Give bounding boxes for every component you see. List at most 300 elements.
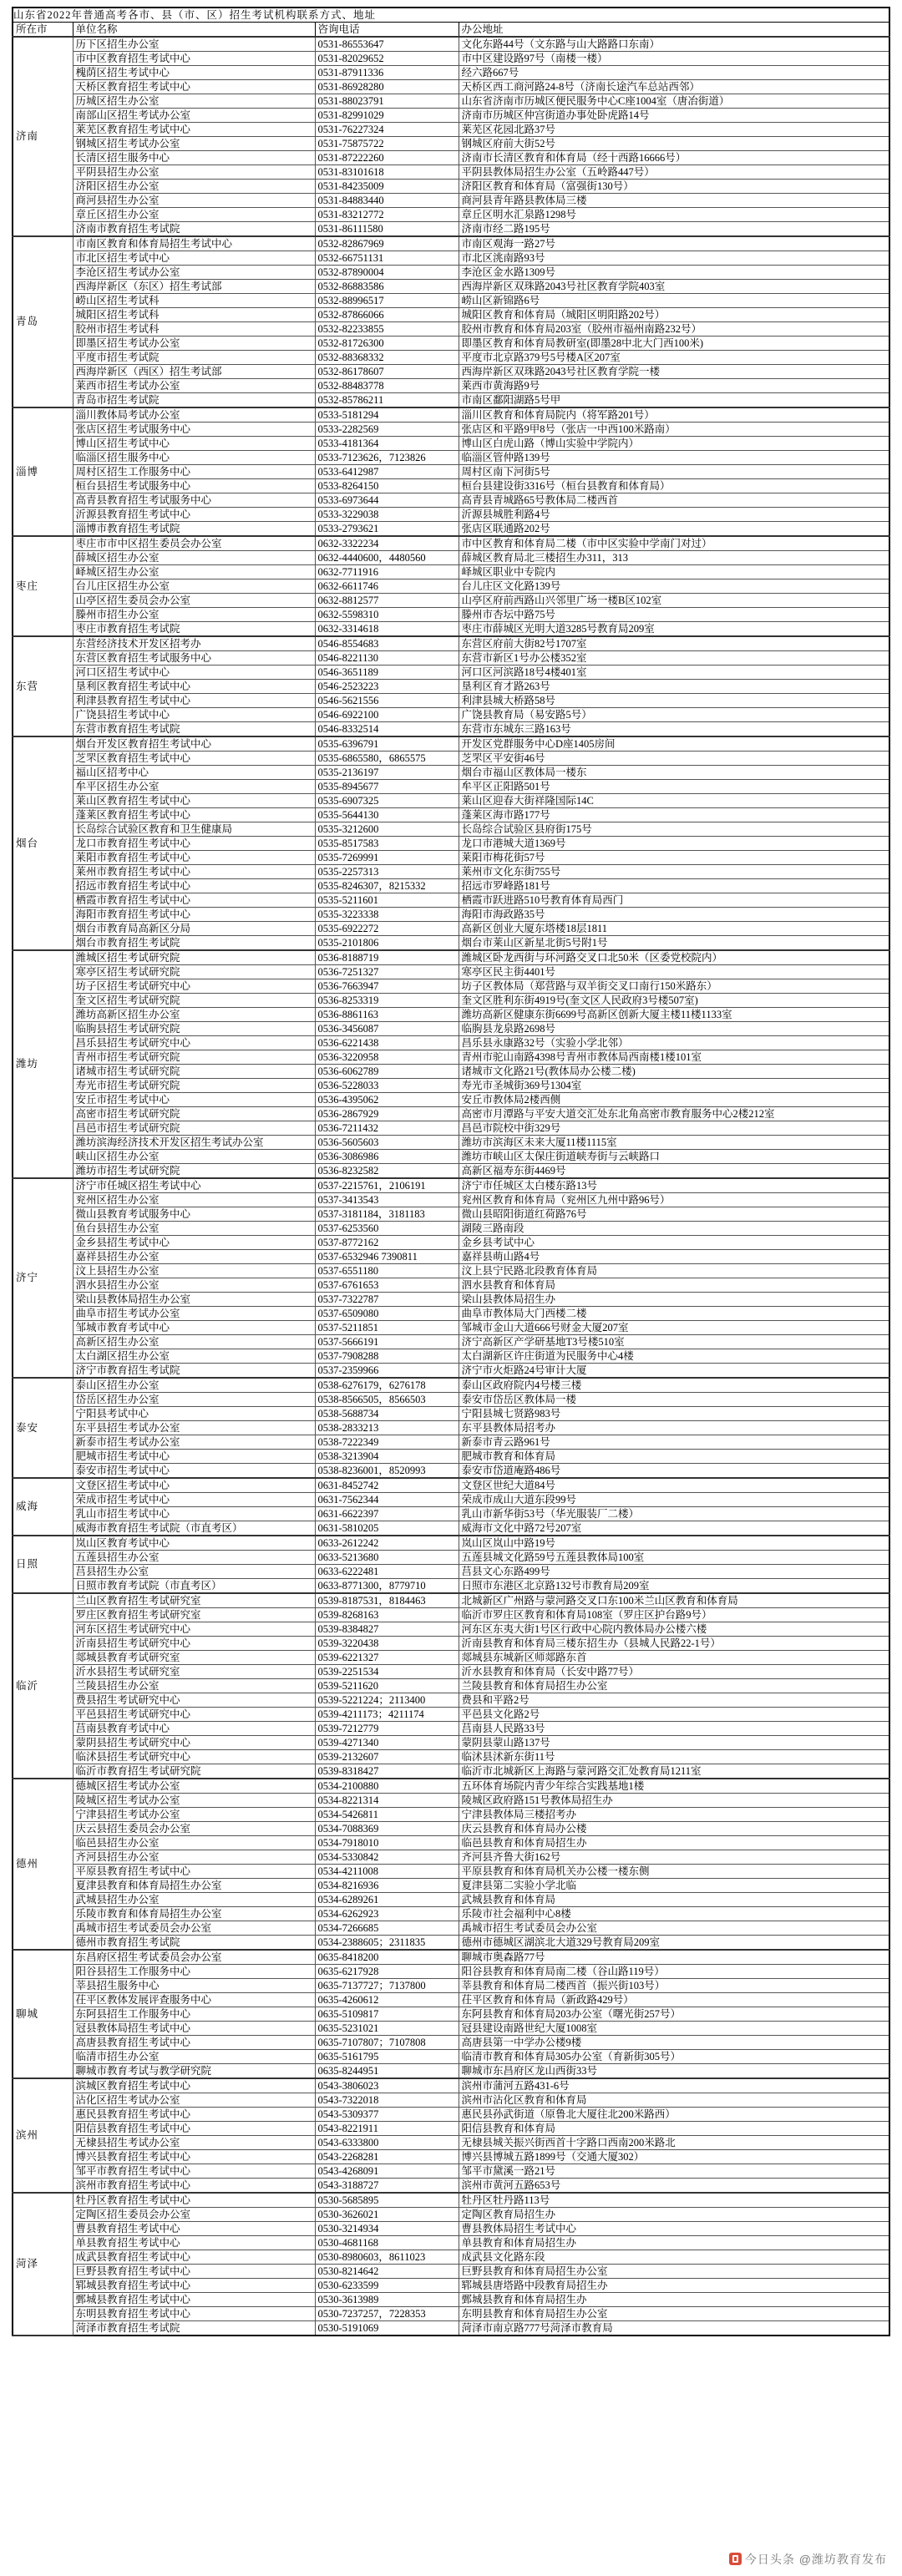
address-cell: 李沧区金水路1309号 (459, 266, 889, 280)
phone-cell: 0531-84883440 (315, 194, 459, 208)
address-cell: 章丘区明水汇泉路1298号 (459, 208, 889, 222)
address-cell: 西海岸新区双珠路2043号社区教育学院一楼 (459, 365, 889, 379)
unit-name-cell: 东昌府区招生考试委员会办公室 (73, 1950, 315, 1965)
unit-name-cell: 高密市招生考试研究院 (73, 1107, 315, 1121)
phone-cell: 0534-2100880 (315, 1779, 459, 1794)
table-row (13, 1808, 889, 1822)
phone-cell: 0532-86883586 (315, 280, 459, 294)
unit-name-cell: 长岛综合试验区教育和卫生健康局 (73, 822, 315, 837)
unit-name-cell: 章丘区招生办公室 (73, 208, 315, 222)
address-cell: 开发区党群服务中心D座1405房间 (459, 736, 889, 752)
unit-name-cell: 聊城市教育考试与教学研究院 (73, 2064, 315, 2079)
table-row (13, 2293, 889, 2307)
address-cell: 滨州市黄河五路653号 (459, 2179, 889, 2194)
table-row (13, 1349, 889, 1364)
address-cell: 肥城市教育和体育局 (459, 1450, 889, 1464)
unit-name-cell: 乳山市招生考试中心 (73, 1507, 315, 1521)
address-cell: 寒亭区民主街4401号 (459, 965, 889, 979)
address-cell: 曹县教体局招生考试中心 (459, 2222, 889, 2236)
unit-name-cell: 沾化区招生考试办公室 (73, 2093, 315, 2108)
unit-name-cell: 枣庄市市中区招生委员会办公室 (73, 536, 315, 551)
address-cell: 五环体育场院内青少年综合实践基地1楼 (459, 1779, 889, 1794)
unit-name-cell: 历下区招生办公室 (73, 37, 315, 52)
table-row (13, 351, 889, 365)
address-cell: 即墨区教育和体育局教研室(即墨28中北大门西100米) (459, 337, 889, 351)
table-row (13, 551, 889, 565)
city-cell: 潍坊 (13, 950, 73, 1178)
address-cell: 薛城区教育局北三楼招生办311，313 (459, 551, 889, 565)
table-row (13, 66, 889, 80)
address-cell: 金乡县考试中心 (459, 1236, 889, 1250)
address-cell: 河口区河滨路18号4楼401室 (459, 666, 889, 680)
unit-name-cell: 齐河县招生办公室 (73, 1850, 315, 1865)
address-cell: 桓台县建设街3316号（桓台县教育和体育局） (459, 479, 889, 493)
phone-cell: 0532-88368332 (315, 351, 459, 365)
phone-cell: 0533-7123626，7123826 (315, 451, 459, 465)
phone-cell: 0539-4271340 (315, 1736, 459, 1750)
address-cell: 蒙阴县蒙山路137号 (459, 1736, 889, 1750)
table-row (13, 1865, 889, 1879)
unit-name-cell: 福山区招考中心 (73, 766, 315, 780)
phone-cell: 0534-5426811 (315, 1808, 459, 1822)
address-cell: 齐河县齐鲁大街162号 (459, 1850, 889, 1865)
unit-name-cell: 垦利区教育招生考试中心 (73, 680, 315, 694)
unit-name-cell: 西海岸新区（西区）招生考试部 (73, 365, 315, 379)
unit-name-cell: 夏津县教育和体育局招生办公室 (73, 1879, 315, 1893)
unit-name-cell: 茌平区教体发展评查服务中心 (73, 1993, 315, 2007)
phone-cell: 0533-2282569 (315, 423, 459, 437)
unit-name-cell: 崂山区招生考试科 (73, 294, 315, 308)
address-cell: 利津县城大桥路58号 (459, 694, 889, 708)
table-row (13, 2236, 889, 2250)
phone-cell: 0531-88023791 (315, 94, 459, 109)
phone-cell: 0537-3181184，3181183 (315, 1207, 459, 1222)
phone-cell: 0539-2251534 (315, 1665, 459, 1679)
column-header-phone: 咨询电话 (315, 23, 459, 38)
unit-name-cell: 武城县招生办公室 (73, 1893, 315, 1907)
unit-name-cell: 东营市教育招生考试院 (73, 722, 315, 737)
address-cell: 高青县青城路65号教体局二楼西首 (459, 493, 889, 508)
unit-name-cell: 张店区招生考试服务中心 (73, 423, 315, 437)
city-cell: 威海 (13, 1478, 73, 1536)
phone-cell: 0531-86928280 (315, 80, 459, 94)
unit-name-cell: 临沭县招生考试研究中心 (73, 1750, 315, 1764)
address-cell: 西海岸新区双珠路2043号社区教育学院403室 (459, 280, 889, 294)
phone-cell: 0533-6412987 (315, 465, 459, 479)
address-cell: 天桥区西工商河路24-8号（济南长途汽车总站西邻） (459, 80, 889, 94)
phone-cell: 0531-75875722 (315, 137, 459, 151)
unit-name-cell: 临朐县招生考试研究院 (73, 1022, 315, 1036)
address-cell: 山东省济南市历城区便民服务中心C座1004室（唐冶街道） (459, 94, 889, 109)
table-row (13, 808, 889, 822)
unit-name-cell: 昌乐县招生考试研究中心 (73, 1036, 315, 1050)
address-cell: 城阳区教育和体育局（城阳区明阳路202号） (459, 308, 889, 322)
table-row (13, 2136, 889, 2150)
address-cell: 博山区白虎山路（博山实验中学院内） (459, 437, 889, 451)
phone-cell: 0546-8221130 (315, 651, 459, 666)
address-cell: 鄄城县教育和体育局招生办 (459, 2293, 889, 2307)
phone-cell: 0536-5228033 (315, 1079, 459, 1093)
table-row (13, 322, 889, 337)
phone-cell: 0535-8945677 (315, 780, 459, 794)
phone-cell: 0533-2793621 (315, 522, 459, 537)
address-cell: 文化东路44号（文东路与山大路路口东南） (459, 37, 889, 52)
table-title-row (13, 8, 889, 23)
unit-name-cell: 威海市教育招生考试院（市直考区） (73, 1521, 315, 1536)
address-cell: 新泰市青云路961号 (459, 1435, 889, 1450)
phone-cell: 0537-6532946 7390811 (315, 1250, 459, 1264)
unit-name-cell: 城阳区招生考试科 (73, 308, 315, 322)
unit-name-cell: 平邑县招生考试研究中心 (73, 1708, 315, 1722)
address-cell: 莒县文心东路499号 (459, 1565, 889, 1579)
table-row (13, 908, 889, 922)
unit-name-cell: 牡丹区教育招生考试中心 (73, 2193, 315, 2208)
table-row (13, 1622, 889, 1637)
unit-name-cell: 临淄区招生服务中心 (73, 451, 315, 465)
address-cell: 龙口市港城大道1369号 (459, 837, 889, 851)
phone-cell: 0535-8517583 (315, 837, 459, 851)
address-cell: 广饶县教育局（易安路5号） (459, 708, 889, 722)
phone-cell: 0534-8216936 (315, 1879, 459, 1893)
phone-cell: 0534-6289261 (315, 1893, 459, 1907)
address-cell: 武城县教育和体育局 (459, 1893, 889, 1907)
table-row (13, 308, 889, 322)
address-cell: 招远市罗峰路181号 (459, 879, 889, 893)
phone-cell: 0632-8812577 (315, 594, 459, 608)
table-row (13, 2150, 889, 2164)
unit-name-cell: 陵城区招生考试办公室 (73, 1794, 315, 1808)
phone-cell: 0539-4211173；4211174 (315, 1708, 459, 1722)
table-row (13, 680, 889, 694)
city-cell: 菏泽 (13, 2193, 73, 2336)
address-cell: 泰安市岱道庵路486号 (459, 1464, 889, 1479)
unit-name-cell: 广饶县招生考试中心 (73, 708, 315, 722)
unit-name-cell: 济宁市教育招生考试院 (73, 1364, 315, 1379)
phone-cell: 0535-6396791 (315, 736, 459, 752)
phone-cell: 0537-5211851 (315, 1321, 459, 1335)
address-cell: 东营市新区1号办公楼352室 (459, 651, 889, 666)
phone-cell: 0633-8771300，8779710 (315, 1579, 459, 1594)
table-row (13, 2093, 889, 2108)
address-cell: 台儿庄区文化路139号 (459, 579, 889, 594)
phone-cell: 0536-6221438 (315, 1036, 459, 1050)
phone-cell: 0539-7212779 (315, 1722, 459, 1736)
unit-name-cell: 淄川教体局考试办公室 (73, 407, 315, 423)
unit-name-cell: 莘县招生服务中心 (73, 1979, 315, 1993)
unit-name-cell: 兖州区招生办公室 (73, 1193, 315, 1207)
address-cell: 周村区南下河街5号 (459, 465, 889, 479)
address-cell: 禹城市招生考试委员会办公室 (459, 1921, 889, 1936)
unit-name-cell: 高青县教育招生考试服务中心 (73, 493, 315, 508)
table-row (13, 2250, 889, 2265)
address-cell: 曲阜市教体局大门西楼二楼 (459, 1307, 889, 1321)
table-row (13, 2164, 889, 2179)
unit-name-cell: 潍城区招生考试研究院 (73, 950, 315, 965)
address-cell: 市北区洮南路93号 (459, 251, 889, 266)
phone-cell: 0546-5621556 (315, 694, 459, 708)
unit-name-cell: 即墨区招生考试办公室 (73, 337, 315, 351)
phone-cell: 0530-3626021 (315, 2208, 459, 2222)
table-row (13, 1036, 889, 1050)
city-cell: 烟台 (13, 736, 73, 950)
table-row (13, 137, 889, 151)
address-cell: 芝罘区平安街46号 (459, 752, 889, 766)
unit-name-cell: 泗水县招生办公室 (73, 1278, 315, 1293)
unit-name-cell: 定陶区招生委员会办公室 (73, 2208, 315, 2222)
unit-name-cell: 东营区教育招生考试服务中心 (73, 651, 315, 666)
phone-cell: 0633-5213680 (315, 1551, 459, 1565)
phone-cell: 0539-2132607 (315, 1750, 459, 1764)
phone-cell: 0536-3456087 (315, 1022, 459, 1036)
table-row (13, 1507, 889, 1521)
table-row (13, 1979, 889, 1993)
unit-name-cell: 莒县招生办公室 (73, 1565, 315, 1579)
table-row (13, 393, 889, 408)
address-cell: 潍坊高新区健康东街6699号高新区创新大厦主楼11楼1133室 (459, 1008, 889, 1022)
address-cell: 高密市月潭路与平安大道交汇处东北角高密市教育服务中心2楼212室 (459, 1107, 889, 1121)
phone-cell: 0535-8246307，8215332 (315, 879, 459, 893)
unit-name-cell: 阳信县教育招生考试中心 (73, 2122, 315, 2136)
unit-name-cell: 乐陵市教育和体育局招生办公室 (73, 1907, 315, 1921)
address-cell: 济南市经二路195号 (459, 222, 889, 237)
address-cell: 莱芜区花园北路37号 (459, 123, 889, 137)
phone-cell: 0534-7088369 (315, 1822, 459, 1836)
city-cell: 日照 (13, 1536, 73, 1593)
unit-name-cell: 市南区教育和体育局招生考试中心 (73, 236, 315, 251)
table-row (13, 208, 889, 222)
address-cell: 崂山区新锦路6号 (459, 294, 889, 308)
phone-cell: 0534-4211008 (315, 1865, 459, 1879)
phone-cell: 0537-3413543 (315, 1193, 459, 1207)
phone-cell: 0631-7562344 (315, 1493, 459, 1507)
table-row (13, 1079, 889, 1093)
phone-cell: 0538-5688734 (315, 1407, 459, 1421)
unit-name-cell: 阳谷县招生工作服务中心 (73, 1965, 315, 1979)
table-row (13, 479, 889, 493)
address-cell: 寿光市圣城街369号1304室 (459, 1079, 889, 1093)
unit-name-cell: 荣成市招生考试中心 (73, 1493, 315, 1507)
table-row (13, 1250, 889, 1264)
phone-cell: 0531-83212772 (315, 208, 459, 222)
phone-cell: 0538-3213904 (315, 1450, 459, 1464)
phone-cell: 0546-8332514 (315, 722, 459, 737)
table-row (13, 451, 889, 465)
phone-cell: 0535-6907325 (315, 794, 459, 808)
table-row (13, 80, 889, 94)
phone-cell: 0536-4395062 (315, 1093, 459, 1107)
table-row (13, 579, 889, 594)
table-row (13, 1421, 889, 1435)
phone-cell: 0537-8772162 (315, 1236, 459, 1250)
phone-cell: 0532-87866066 (315, 308, 459, 322)
unit-name-cell: 烟台市教育招生考试院 (73, 936, 315, 951)
table-row (13, 251, 889, 266)
table-row (13, 151, 889, 165)
city-cell: 济宁 (13, 1178, 73, 1378)
unit-name-cell: 曲阜市招生考试办公室 (73, 1307, 315, 1321)
address-cell: 济阳区教育和体育局（富强街130号） (459, 180, 889, 194)
table-row (13, 994, 889, 1008)
table-row (13, 1022, 889, 1036)
phone-cell: 0531-82991029 (315, 109, 459, 123)
table-row (13, 922, 889, 936)
table-row (13, 109, 889, 123)
address-cell: 邹平市黛溪一路21号 (459, 2164, 889, 2179)
unit-name-cell: 栖霞市教育招生考试中心 (73, 893, 315, 908)
table-row (13, 2108, 889, 2122)
address-cell: 郯城县东城新区师郯路东首 (459, 1651, 889, 1665)
address-cell: 夏津县第二实验小学北临 (459, 1879, 889, 1893)
table-row (13, 1378, 889, 1393)
unit-name-cell: 五莲县招生办公室 (73, 1551, 315, 1565)
address-cell: 滨州市蒲河五路431-6号 (459, 2078, 889, 2093)
table-row (13, 822, 889, 837)
phone-cell: 0632-6611746 (315, 579, 459, 594)
table-row (13, 493, 889, 508)
address-cell: 兰陵县教育和体育局招生办公室 (459, 1679, 889, 1693)
address-cell: 东阿县教育和体育局203办公室（曙光街257号） (459, 2007, 889, 2022)
table-row (13, 1321, 889, 1335)
phone-cell: 0532-88483778 (315, 379, 459, 393)
address-cell: 宁阳县城七贤路983号 (459, 1407, 889, 1421)
address-cell: 东明县教育和体育局招生办公室 (459, 2307, 889, 2321)
unit-name-cell: 河东区招生考试研究中心 (73, 1622, 315, 1637)
table-row (13, 2193, 889, 2208)
table-row (13, 1993, 889, 2007)
table-row (13, 1736, 889, 1750)
unit-name-cell: 兰山区教育招生考试研究室 (73, 1593, 315, 1608)
address-cell: 阳谷县教育和体育局南二楼（谷山路119号） (459, 1965, 889, 1979)
phone-cell: 0536-3220958 (315, 1050, 459, 1065)
address-cell: 济宁市火炬路24号审计大厦 (459, 1364, 889, 1379)
table-row (13, 365, 889, 379)
address-cell: 莒南县人民路33号 (459, 1722, 889, 1736)
table-row (13, 1150, 889, 1164)
phone-cell: 0546-8554683 (315, 636, 459, 651)
table-row (13, 123, 889, 137)
address-cell: 泗水县教育和体育局 (459, 1278, 889, 1293)
phone-cell: 0536-8232582 (315, 1164, 459, 1179)
address-cell: 东营市东城东三路163号 (459, 722, 889, 737)
table-row (13, 1893, 889, 1907)
table-row (13, 780, 889, 794)
table-row (13, 1093, 889, 1107)
table-row (13, 52, 889, 66)
unit-name-cell: 泰山区招生办公室 (73, 1378, 315, 1393)
unit-name-cell: 山亭区招生委员会办公室 (73, 594, 315, 608)
phone-cell: 0635-5231021 (315, 2022, 459, 2036)
unit-name-cell: 梁山县教体局招生办公室 (73, 1293, 315, 1307)
address-cell: 博兴县博城五路1899号（交通大厦302） (459, 2150, 889, 2164)
phone-cell: 0543-3188727 (315, 2179, 459, 2194)
table-row (13, 407, 889, 423)
phone-cell: 0537-2215761，2106191 (315, 1178, 459, 1193)
phone-cell: 0530-7237257，7228353 (315, 2307, 459, 2321)
unit-name-cell: 海阳市教育招生考试中心 (73, 908, 315, 922)
phone-cell: 0536-7663947 (315, 979, 459, 994)
phone-cell: 0635-5109817 (315, 2007, 459, 2022)
address-cell: 临沂市罗庄区教育和体育局108室（罗庄区护台路9号） (459, 1608, 889, 1622)
phone-cell: 0531-76227324 (315, 123, 459, 137)
address-cell: 临沭县沭新东街11号 (459, 1750, 889, 1764)
address-cell: 安丘市教体局2楼西侧 (459, 1093, 889, 1107)
table-row (13, 1921, 889, 1936)
unit-name-cell: 滕州市招生办公室 (73, 608, 315, 622)
phone-cell: 0536-8188719 (315, 950, 459, 965)
unit-name-cell: 文登区招生考试中心 (73, 1478, 315, 1493)
table-row (13, 465, 889, 479)
unit-name-cell: 德城区招生考试办公室 (73, 1779, 315, 1794)
address-cell: 庆云县教育和体育局办公楼 (459, 1822, 889, 1836)
address-cell: 市南区观海一路27号 (459, 236, 889, 251)
table-row (13, 865, 889, 879)
phone-cell: 0632-3322234 (315, 536, 459, 551)
table-row (13, 1965, 889, 1979)
address-cell: 嘉祥县萌山路4号 (459, 1250, 889, 1264)
table-row (13, 1222, 889, 1236)
table-row (13, 1121, 889, 1136)
unit-name-cell: 龙口市教育招生考试中心 (73, 837, 315, 851)
table-row (13, 2279, 889, 2293)
address-cell: 昌邑市院校中街329号 (459, 1121, 889, 1136)
table-row (13, 1450, 889, 1464)
phone-cell: 0632-7711916 (315, 565, 459, 579)
unit-name-cell: 市北区招生考试中心 (73, 251, 315, 266)
unit-name-cell: 李沧区招生考试办公室 (73, 266, 315, 280)
phone-cell: 0631-5810205 (315, 1521, 459, 1536)
address-cell: 临沂市北城新区上海路与蒙河路交汇处教育局1211室 (459, 1764, 889, 1779)
city-cell: 青岛 (13, 236, 73, 407)
city-cell: 临沂 (13, 1593, 73, 1779)
phone-cell: 0632-5598310 (315, 608, 459, 622)
unit-name-cell: 沂源县教育招生考试中心 (73, 508, 315, 522)
unit-name-cell: 邹城市教育考试中心 (73, 1321, 315, 1335)
unit-name-cell: 市中区教育招生考试中心 (73, 52, 315, 66)
phone-cell: 0533-4181364 (315, 437, 459, 451)
unit-name-cell: 临邑县招生办公室 (73, 1836, 315, 1850)
table-row (13, 1364, 889, 1379)
phone-cell: 0633-6222481 (315, 1565, 459, 1579)
address-cell: 北城新区广州路与蒙河路交叉口东100米兰山区教育和体育局 (459, 1593, 889, 1608)
unit-name-cell: 芝罘区教育招生考试中心 (73, 752, 315, 766)
address-cell: 滕州市杏坛中路75号 (459, 608, 889, 622)
table-row (13, 722, 889, 737)
unit-name-cell: 沂南县招生考试研究中心 (73, 1637, 315, 1651)
unit-name-cell: 莱州市教育招生考试中心 (73, 865, 315, 879)
phone-cell: 0543-7322018 (315, 2093, 459, 2108)
table-row (13, 2050, 889, 2064)
phone-cell: 0535-2136197 (315, 766, 459, 780)
unit-name-cell: 罗庄区教育招生考试研究室 (73, 1608, 315, 1622)
watermark (729, 2551, 887, 2568)
city-cell: 枣庄 (13, 536, 73, 636)
table-row (13, 280, 889, 294)
address-cell: 定陶区教育局招生办 (459, 2208, 889, 2222)
table-row (13, 1779, 889, 1794)
phone-cell: 0533-8264150 (315, 479, 459, 493)
address-cell: 荣成市成山大道东段99号 (459, 1493, 889, 1507)
table-row (13, 1065, 889, 1079)
table-row (13, 1107, 889, 1121)
unit-name-cell: 无棣县招生考试办公室 (73, 2136, 315, 2150)
table-row (13, 666, 889, 680)
unit-name-cell: 济宁市任城区招生考试中心 (73, 1178, 315, 1193)
unit-name-cell: 峄城区招生办公室 (73, 565, 315, 579)
table-row (13, 1879, 889, 1893)
unit-name-cell: 青岛市招生考试院 (73, 393, 315, 408)
unit-name-cell: 牟平区招生办公室 (73, 780, 315, 794)
address-cell: 冠县建设南路世纪大厦1008室 (459, 2022, 889, 2036)
